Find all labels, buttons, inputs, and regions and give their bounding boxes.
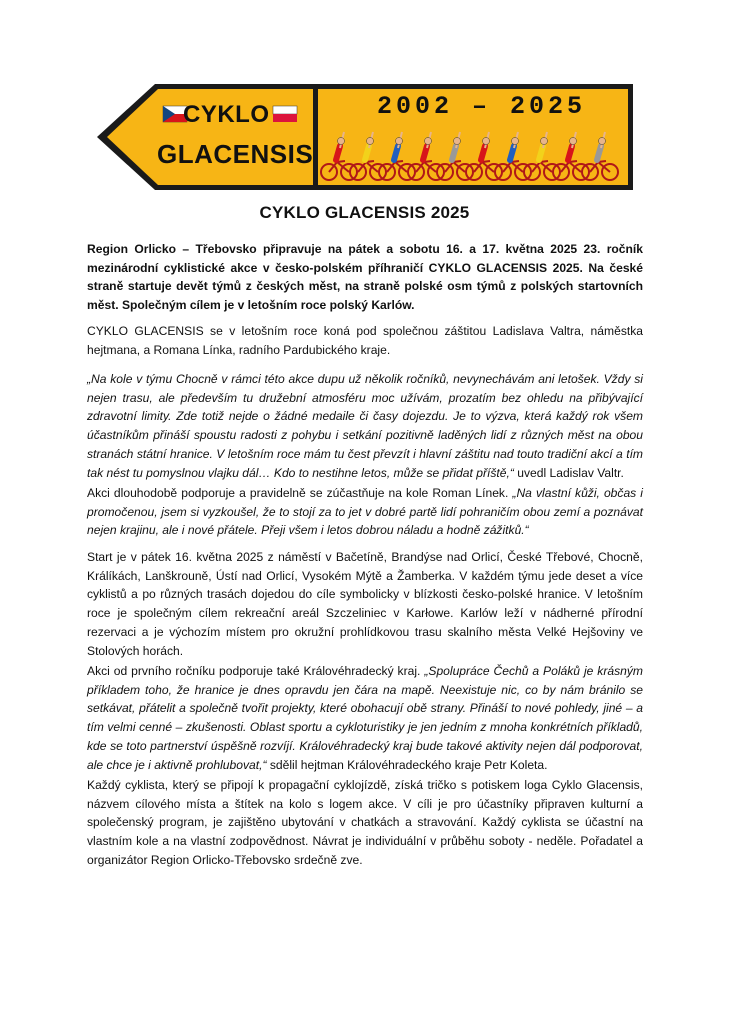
valtr-attribution: uvedl Ladislav Valtr. xyxy=(513,465,624,480)
koleta-quote: „Spolupráce Čechů a Poláků je krásným příkladem toho, že hranice je dnes opravdu jen čára na mapě. Neexistuje nic, co by nám bránilo se setkávat, přátelit a společně tvořit projekty, které obohacují obě strany. Přináší to nové pohledy, jiné – a tím velmi cenné – zkušenosti. Oblast sportu a cykloturistiky je jen jedním z mnoha konkrétních příkladů, kde se toto partnerství úspěšně rozvíjí. Královéhradecký kraj bude takové aktivity nejen dál podporovat, ale chce je i aktivně prohlubovat,“ xyxy=(87,664,643,772)
intro-paragraph: Region Orlicko – Třebovsko připravuje na pátek a sobotu 16. a 17. května 2025 23. ročník mezinárodní cyklistické akce v česko-polském příhraničí CYKLO GLACENSIS 2025. Na české straně startuje devět týmů z českých měst, na straně polské osm týmů z polských startovních měst. Společným cílem je v letošním roce polský Karlów. xyxy=(87,242,643,313)
cyklo-glacensis-logo xyxy=(97,84,633,190)
region-lead: Akci od prvního ročníku podporuje také Královéhradecký kraj. xyxy=(87,664,425,678)
closing-paragraph: Každý cyklista, který se připojí k propagační cyklojízdě, získá tričko s potiskem loga Cyklo Glacensis, názvem cílového místa a štítek na kolo s logem akce. V cíli je pro účastníky připraven kulturní a společenský program, je zajištěno ubytování v chatkách a stravování. Každý cyklista se účastní na vlastním kole a na vlastní zodpovědnost. Návrat je individuální v průběhu soboty - neděle. Pořadatel a organizátor Region Orlicko-Třebovsko srdečně zve. xyxy=(87,778,643,867)
polish-flag-icon xyxy=(273,106,297,122)
patronage-paragraph: CYKLO GLACENSIS se v letošním roce koná pod společnou záštitou Ladislava Valtra, náměstka hejtmana, a Romana Línka, radního Pardubického kraje. xyxy=(87,324,643,357)
linek-paragraph xyxy=(87,484,643,540)
logo-cyklo-text: CYKLO xyxy=(183,101,270,128)
logo-glacensis-text: GLACENSIS xyxy=(157,139,314,169)
page-title: CYKLO GLACENSIS 2025 xyxy=(259,203,470,222)
koleta-attribution: sdělil hejtman Královéhradeckého kraje Petr Koleta. xyxy=(266,757,548,772)
valtr-quote: „Na kole v týmu Chocně v rámci této akce dupu už několik ročníků, nevynechávám ani letošek. Vždy si nejen trasu, ale především tu družební atmosféru moc užívám, prozatím bez ohledu na přibývající zdravotní limity. Zde totiž nejde o žádné medaile či časy dojezdu. Je to výzva, která každý rok všem účastníkům přináší spoustu radosti z pohybu i setkání pozitivně laděných lidí z různých měst na obou stranách státní hranice. V letošním roce mám tu čest převzít i hlavní záštitu nad touto tradiční akcí a tím tak nést tu pomyslnou vlajku dál… Kdo to nestihne letos, může se přidat příště,“ xyxy=(87,372,643,480)
linek-lead: Akci dlouhodobě podporuje a pravidelně se zúčastňuje na kole Roman Línek. xyxy=(87,486,513,500)
logo-years-text: 2002 – 2025 xyxy=(377,92,587,121)
start-paragraph: Start je v pátek 16. května 2025 z náměstí v Bačetíně, Brandýse nad Orlicí, České Třebové, Chocně, Králíkách, Lanškrouně, Ústí nad Orlicí, Vysokém Mýtě a Žamberka. V každém týmu jede deset a více cyklistů a po různých trasách dojedou do cíle symbolicky v blízkosti česko-polské hranice. V letošním roce je společným cílem rekreační areál Szczeliniec v Karłowe. Karlów leží v nádherné přírodní rezervaci a je výchozím místem pro okružní prohlídkovou trasu skalního města Velké Hejšoviny ve Stolových horách. xyxy=(87,550,643,658)
linek-quote: „Na vlastní kůži, občas i promočenou, jsem si vyzkoušel, že to stojí za to jet v dobré partě lidí pohraničím obou zemí a poznávat nejen krajinu, ale i nové přátele. Přeji všem i letos dobrou náladu a hodně zážitků.“ xyxy=(87,486,643,538)
valtr-quote-paragraph xyxy=(87,370,643,482)
region-support-paragraph xyxy=(87,662,643,774)
